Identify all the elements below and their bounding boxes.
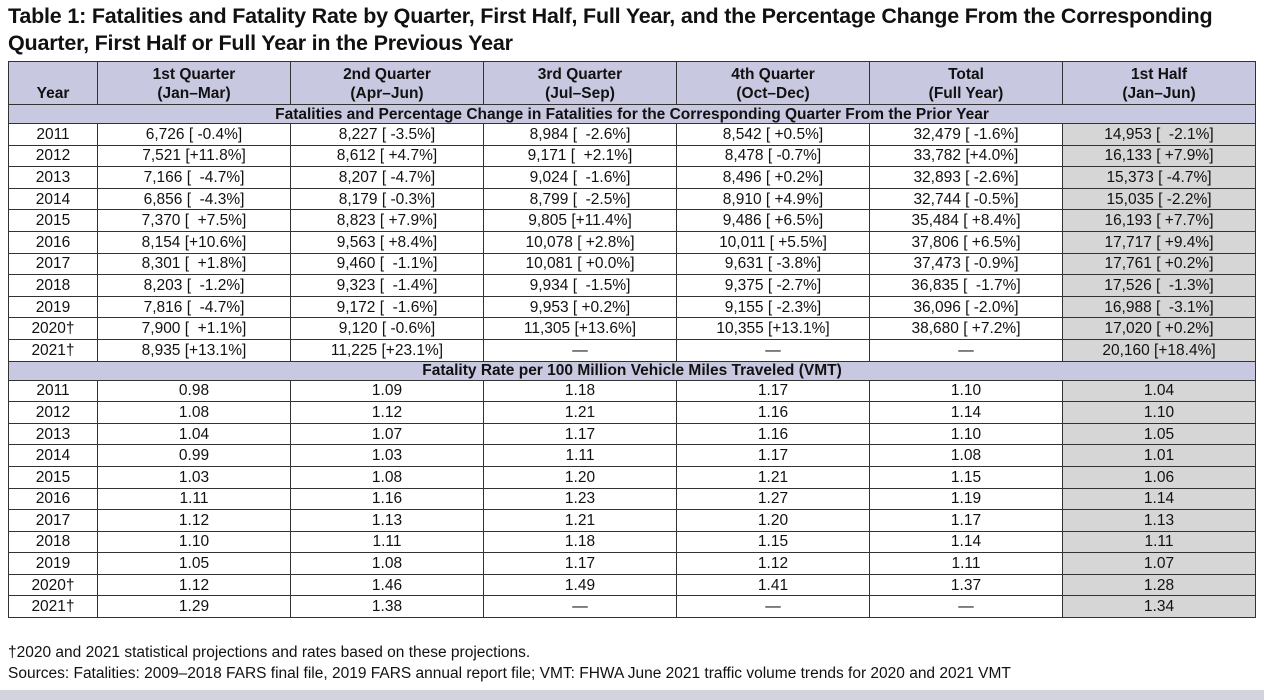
table-row [9,188,1256,210]
value-cell: 1.12 [98,574,291,596]
value-cell: 1.16 [677,402,870,424]
value-cell: — [677,339,870,361]
value-cell: 10,011 [ +5.5%] [677,231,870,253]
section-label: Fatality Rate per 100 Million Vehicle Miles Traveled (VMT) [9,361,1256,380]
value-cell: 32,744 [ -0.5%] [870,188,1063,210]
value-cell: 1.10 [98,531,291,553]
column-header-line2: (Jan–Jun) [1122,85,1196,102]
table-row [9,531,1256,553]
table-row [9,124,1256,146]
value-cell: 32,893 [ -2.6%] [870,167,1063,189]
value-cell: 9,934 [ -1.5%] [484,275,677,297]
value-cell: 1.07 [291,423,484,445]
section-label: Fatalities and Percentage Change in Fatalities for the Corresponding Quarter From the Prior Year [9,105,1256,124]
value-cell: 20,160 [+18.4%] [1063,339,1256,361]
value-cell: 9,375 [ -2.7%] [677,275,870,297]
value-cell: 8,542 [ +0.5%] [677,124,870,146]
value-cell: 1.11 [484,445,677,467]
value-cell: 11,305 [+13.6%] [484,318,677,340]
bottom-rule [0,690,1264,700]
table-row [9,466,1256,488]
value-cell: 1.11 [1063,531,1256,553]
value-cell: 1.17 [870,510,1063,532]
column-header-line1: Total [948,66,984,83]
column-header-6 [1063,62,1256,105]
value-cell: 32,479 [ -1.6%] [870,124,1063,146]
table-body [9,105,1256,618]
value-cell: 9,631 [ -3.8%] [677,253,870,275]
value-cell: 1.12 [98,510,291,532]
table-row [9,145,1256,167]
value-cell: 11,225 [+23.1%] [291,339,484,361]
column-header-line2: (Full Year) [928,85,1004,102]
value-cell: 9,486 [ +6.5%] [677,210,870,232]
value-cell: 7,166 [ -4.7%] [98,167,291,189]
table-row [9,510,1256,532]
value-cell: 1.12 [291,402,484,424]
value-cell: — [484,339,677,361]
value-cell: 0.98 [98,380,291,402]
year-cell: 2016 [9,488,98,510]
value-cell: 1.11 [870,553,1063,575]
footnote: †2020 and 2021 statistical projections and rates based on these projections. [8,644,531,661]
value-cell: 1.37 [870,574,1063,596]
value-cell: 1.17 [484,553,677,575]
value-cell: 1.05 [1063,423,1256,445]
table-row [9,488,1256,510]
year-cell: 2015 [9,210,98,232]
table-row [9,574,1256,596]
value-cell: 1.18 [484,380,677,402]
fatalities-table [8,61,1256,618]
year-cell: 2020† [9,574,98,596]
value-cell: 1.10 [870,423,1063,445]
value-cell: 1.20 [484,466,677,488]
value-cell: 8,799 [ -2.5%] [484,188,677,210]
table-row [9,275,1256,297]
year-cell: 2018 [9,531,98,553]
value-cell: 1.16 [677,423,870,445]
value-cell: 9,155 [ -2.3%] [677,296,870,318]
header-row [9,62,1256,105]
year-cell: 2021† [9,596,98,618]
value-cell: 1.15 [870,466,1063,488]
value-cell: 14,953 [ -2.1%] [1063,124,1256,146]
section-fatality-rate-header [9,361,1256,380]
value-cell: — [484,596,677,618]
column-header-line1: 1st Half [1131,66,1187,83]
year-cell: 2019 [9,296,98,318]
year-cell: 2018 [9,275,98,297]
value-cell: 8,984 [ -2.6%] [484,124,677,146]
value-cell: 7,816 [ -4.7%] [98,296,291,318]
value-cell: 1.19 [870,488,1063,510]
value-cell: 8,935 [+13.1%] [98,339,291,361]
column-header-line2: (Apr–Jun) [350,85,424,102]
value-cell: 8,207 [ -4.7%] [291,167,484,189]
value-cell: 9,805 [+11.4%] [484,210,677,232]
value-cell: 8,301 [ +1.8%] [98,253,291,275]
year-cell: 2015 [9,466,98,488]
value-cell: 36,835 [ -1.7%] [870,275,1063,297]
value-cell: 17,761 [ +0.2%] [1063,253,1256,275]
value-cell: 8,154 [+10.6%] [98,231,291,253]
value-cell: 8,823 [ +7.9%] [291,210,484,232]
year-cell: 2016 [9,231,98,253]
value-cell: 1.04 [1063,380,1256,402]
value-cell: 1.14 [1063,488,1256,510]
value-cell: 1.10 [870,380,1063,402]
value-cell: 1.11 [98,488,291,510]
year-cell: 2021† [9,339,98,361]
value-cell: 1.06 [1063,466,1256,488]
value-cell: 38,680 [ +7.2%] [870,318,1063,340]
value-cell: 1.14 [870,402,1063,424]
value-cell: 16,988 [ -3.1%] [1063,296,1256,318]
year-cell: 2013 [9,167,98,189]
table-row [9,253,1256,275]
value-cell: 1.05 [98,553,291,575]
column-header-4 [677,62,870,105]
table-row [9,231,1256,253]
value-cell: 1.03 [98,466,291,488]
column-header-3 [484,62,677,105]
value-cell: 1.49 [484,574,677,596]
value-cell: 33,782 [+4.0%] [870,145,1063,167]
value-cell: 8,478 [ -0.7%] [677,145,870,167]
column-header-line1: 4th Quarter [731,66,815,83]
value-cell: 8,612 [ +4.7%] [291,145,484,167]
table-row [9,167,1256,189]
value-cell: 6,726 [ -0.4%] [98,124,291,146]
year-cell: 2017 [9,253,98,275]
value-cell: 1.21 [484,402,677,424]
value-cell: 1.08 [291,553,484,575]
value-cell: 8,203 [ -1.2%] [98,275,291,297]
value-cell: 9,171 [ +2.1%] [484,145,677,167]
year-cell: 2017 [9,510,98,532]
value-cell: 7,370 [ +7.5%] [98,210,291,232]
year-cell: 2011 [9,124,98,146]
value-cell: 16,133 [ +7.9%] [1063,145,1256,167]
year-cell: 2013 [9,423,98,445]
column-header-line1: 1st Quarter [152,66,236,83]
value-cell: 36,096 [ -2.0%] [870,296,1063,318]
value-cell: 9,953 [ +0.2%] [484,296,677,318]
value-cell: 9,172 [ -1.6%] [291,296,484,318]
value-cell: 10,081 [ +0.0%] [484,253,677,275]
value-cell: 15,035 [ -2.2%] [1063,188,1256,210]
value-cell: 37,473 [ -0.9%] [870,253,1063,275]
value-cell: 1.20 [677,510,870,532]
value-cell: 1.11 [291,531,484,553]
value-cell: 1.38 [291,596,484,618]
value-cell: — [677,596,870,618]
value-cell: 1.41 [677,574,870,596]
value-cell: 0.99 [98,445,291,467]
year-cell: 2020† [9,318,98,340]
column-header-line2: (Jul–Sep) [545,85,615,102]
value-cell: 1.21 [677,466,870,488]
value-cell: 9,024 [ -1.6%] [484,167,677,189]
value-cell: 10,355 [+13.1%] [677,318,870,340]
year-cell: 2014 [9,188,98,210]
table-row [9,423,1256,445]
value-cell: 1.12 [677,553,870,575]
value-cell: 7,900 [ +1.1%] [98,318,291,340]
value-cell: 10,078 [ +2.8%] [484,231,677,253]
value-cell: 1.09 [291,380,484,402]
value-cell: 1.15 [677,531,870,553]
year-cell: 2011 [9,380,98,402]
table-row [9,210,1256,232]
table-row [9,380,1256,402]
section-fatalities-header [9,105,1256,124]
value-cell: 35,484 [ +8.4%] [870,210,1063,232]
table-row [9,339,1256,361]
value-cell: 1.03 [291,445,484,467]
value-cell: 1.13 [291,510,484,532]
year-cell: 2012 [9,145,98,167]
column-header-line1 [13,65,93,84]
column-header-line1: 3rd Quarter [537,66,623,83]
column-header-line1: 2nd Quarter [343,66,431,83]
column-header-line2: (Oct–Dec) [736,85,810,102]
table-row [9,402,1256,424]
value-cell: 8,227 [ -3.5%] [291,124,484,146]
value-cell: 16,193 [ +7.7%] [1063,210,1256,232]
column-header-line2: Year [36,85,70,102]
value-cell: 17,717 [ +9.4%] [1063,231,1256,253]
value-cell: 1.27 [677,488,870,510]
table-row [9,553,1256,575]
value-cell: 8,496 [ +0.2%] [677,167,870,189]
value-cell: 37,806 [ +6.5%] [870,231,1063,253]
value-cell: 1.17 [484,423,677,445]
value-cell: 1.17 [677,445,870,467]
value-cell: 1.13 [1063,510,1256,532]
value-cell: — [870,339,1063,361]
value-cell: 1.34 [1063,596,1256,618]
value-cell: 1.21 [484,510,677,532]
value-cell: 8,910 [ +4.9%] [677,188,870,210]
year-cell: 2012 [9,402,98,424]
column-header-2 [291,62,484,105]
value-cell: — [870,596,1063,618]
table-row [9,445,1256,467]
value-cell: 1.01 [1063,445,1256,467]
table-row [9,296,1256,318]
value-cell: 1.14 [870,531,1063,553]
value-cell: 9,120 [ -0.6%] [291,318,484,340]
column-header-5 [870,62,1063,105]
value-cell: 9,563 [ +8.4%] [291,231,484,253]
value-cell: 1.08 [870,445,1063,467]
value-cell: 1.17 [677,380,870,402]
year-cell: 2014 [9,445,98,467]
table-title: Table 1: Fatalities and Fatality Rate by Quarter, First Half, Full Year, and the Percentage Change From the Corresponding Quarter, First Half or Full Year in the Previous Year [8,4,1213,55]
value-cell: 1.16 [291,488,484,510]
value-cell: 1.46 [291,574,484,596]
value-cell: 15,373 [ -4.7%] [1063,167,1256,189]
table-row [9,596,1256,618]
sources-note: Sources: Fatalities: 2009–2018 FARS final file, 2019 FARS annual report file; VMT: FHWA June 2021 traffic volume trends for 2020 and 2021 VMT [8,665,1011,682]
value-cell: 1.08 [98,402,291,424]
value-cell: 1.23 [484,488,677,510]
column-header-1 [98,62,291,105]
table-row [9,318,1256,340]
value-cell: 1.10 [1063,402,1256,424]
column-header-0 [9,62,98,105]
value-cell: 17,526 [ -1.3%] [1063,275,1256,297]
value-cell: 6,856 [ -4.3%] [98,188,291,210]
value-cell: 1.08 [291,466,484,488]
value-cell: 9,323 [ -1.4%] [291,275,484,297]
value-cell: 17,020 [ +0.2%] [1063,318,1256,340]
value-cell: 1.07 [1063,553,1256,575]
value-cell: 7,521 [+11.8%] [98,145,291,167]
value-cell: 1.18 [484,531,677,553]
value-cell: 8,179 [ -0.3%] [291,188,484,210]
value-cell: 1.04 [98,423,291,445]
value-cell: 1.28 [1063,574,1256,596]
value-cell: 1.29 [98,596,291,618]
column-header-line2: (Jan–Mar) [157,85,231,102]
value-cell: 9,460 [ -1.1%] [291,253,484,275]
year-cell: 2019 [9,553,98,575]
